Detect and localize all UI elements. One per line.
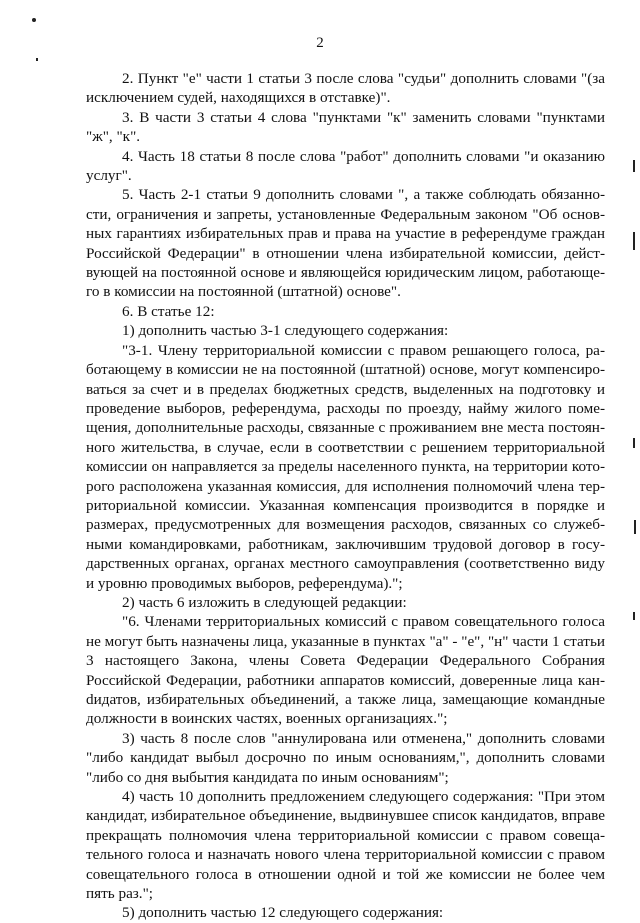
scan-edge-mark <box>633 232 635 250</box>
scan-edge-mark <box>633 438 635 448</box>
paragraph-item-5: 5. Часть 2-1 статьи 9 дополнить словами ", а также соблюдать обязанности, ограничения и запреты, установленные Федеральным законом "Об основных гарантиях избирательных прав и права на участие в референдуме граждан Российской Федерации" в отношении члена избирательной комиссии, действующей на постоянной основе и являющейся юридическим лицом, работающего в комиссии на постоянной (штатной) основе". <box>86 186 605 301</box>
quoted-part-3-1: "3-1. Члену территориальной комиссии с правом решающего голоса, работающему в комиссии не на постоянной (штатной) основе, могут компенсироваться за счет и в пределах бюджетных средств, выделенных на подготовку и проведение выборов, референдума, расходы по проезду, найму жилого помещения, дополнительные расходы, связанные с проживанием вне места постоянного жительства, в случае, если в соответствии с решением территориальной комиссии он направляется за пределы населенного пункта, на территории которого расположена указанная комиссия, для исполнения полномочий члена территориальной комиссии. Указанная компенсация производится в порядке и размерах, предусмотренных для возмещения расходов, связанных со служебными командировками, работникам, заключившим трудовой договор в государственных органах, органах местного самоуправления (соответственно виду и уровню проводимых выборов, референдума)."; <box>86 341 605 592</box>
subitem-5: 5) дополнить частью 12 следующего содержания: <box>122 904 444 922</box>
subitem-1: 1) дополнить частью 3-1 следующего содержания: <box>122 322 449 340</box>
paragraph-item-2: 2. Пункт "е" части 1 статьи 3 после слова "судьи" дополнить словами "(за исключением судей, находящихся в отставке)". <box>86 70 605 107</box>
subitem-3: 3) часть 8 после слов "аннулирована или отменена," дополнить словами "либо кандидат выбыл досрочно по иным основаниям,", дополнить словами "либо со дня выбытия кандидата по иным основаниям"; <box>86 729 605 786</box>
paragraph-item-6-heading: 6. В статье 12: <box>122 302 215 320</box>
scan-edge-mark <box>634 520 636 534</box>
subitem-2: 2) часть 6 изложить в следующей редакции: <box>122 593 407 611</box>
scan-speck <box>32 18 36 22</box>
page-number: 2 <box>316 35 324 51</box>
document-body <box>86 69 605 923</box>
quoted-part-6: "6. Членами территориальных комиссий с правом совещательного голоса не могут быть назначены лица, указанные в пунктах "а" - "е", "н" части 1 статьи 3 настоящего Закона, члены Совета Федерации Федерального Собрания Российской Федерации, работники аппаратов комиссий, доверенные лица канdидатов, избирательных объединений, а также лица, замещающие командные должности в воинских частях, военных организациях."; <box>86 613 605 728</box>
scan-edge-mark <box>633 160 635 172</box>
scan-speck <box>36 58 38 61</box>
paragraph-item-4: 4. Часть 18 статьи 8 после слова "работ" дополнить словами "и оказанию услуг". <box>86 147 605 185</box>
subitem-4: 4) часть 10 дополнить предложением следующего содержания: "При этом кандидат, избирательное объединение, выдвинувшее список кандидатов, вправе прекращать полномочия члена территориальной комиссии с правом совещательного голоса и назначать нового члена территориальной комиссии с правом совещательного голоса в отношении одной и той же комиссии не более чем пять раз."; <box>86 788 605 903</box>
scan-edge-mark <box>633 612 635 620</box>
paragraph-item-3: 3. В части 3 статьи 4 слова "пунктами "к" заменить словами "пунктами "ж", "к". <box>86 108 605 146</box>
